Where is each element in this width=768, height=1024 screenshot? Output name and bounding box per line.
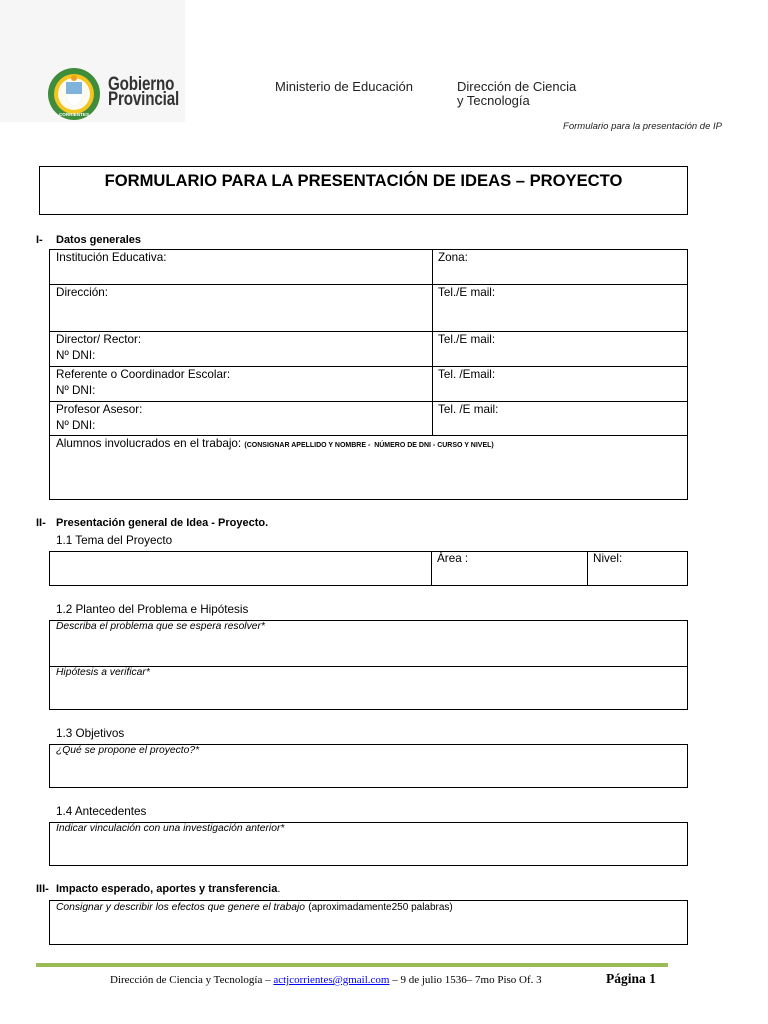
page-number: Página 1 xyxy=(606,971,656,986)
footer-prefix: Dirección de Ciencia y Tecnología – xyxy=(110,974,274,986)
objectives-prompt: ¿Qué se propone el proyecto?* xyxy=(56,745,200,756)
section-3-number: III- xyxy=(36,883,49,895)
topic-heading: 1.1 Tema del Proyecto xyxy=(56,534,173,547)
address-contact-cell xyxy=(432,284,688,332)
address-label: Dirección: xyxy=(56,286,108,299)
zone-cell xyxy=(432,249,688,285)
logo-text-line-2: Provincial xyxy=(108,89,180,110)
institution-label: Institución Educativa: xyxy=(56,251,167,264)
email-link[interactable]: actjcorrientes@gmail.com xyxy=(273,974,390,986)
director-contact-cell xyxy=(432,331,688,367)
objectives-cell xyxy=(49,744,688,788)
section-2-number: II- xyxy=(36,517,46,529)
section-1-number: I- xyxy=(36,234,43,246)
address-contact-label: Tel./E mail: xyxy=(438,286,496,299)
area-label: Área : xyxy=(437,552,469,565)
logo-text-line-1: Gobierno xyxy=(108,74,175,95)
coordinator-label: Referente o Coordinador Escolar: xyxy=(56,368,231,381)
provincial-seal-icon xyxy=(47,67,101,121)
students-cell xyxy=(49,435,688,500)
section-3-heading-wrap xyxy=(56,882,280,896)
objectives-heading: 1.3 Objetivos xyxy=(56,727,125,740)
level-cell xyxy=(587,551,688,586)
direction-name-line-2: y Tecnología xyxy=(457,93,530,108)
coordinator-cell xyxy=(49,366,433,402)
problem-heading: 1.2 Planteo del Problema e Hipótesis xyxy=(56,603,249,616)
direction-name-line-1: Dirección de Ciencia xyxy=(457,79,577,94)
institution-cell xyxy=(49,249,433,285)
form-reference: Formulario para la presentación de IP xyxy=(563,121,722,132)
background-prompt: Indicar vinculación con una investigación anterior* xyxy=(56,823,285,834)
section-2-heading: Presentación general de Idea - Proyecto. xyxy=(56,517,269,529)
coordinator-contact-label: Tel. /Email: xyxy=(438,368,496,381)
advisor-contact-cell xyxy=(432,401,688,436)
impact-prompt-note: (aproximadamente250 palabras) xyxy=(308,902,453,913)
section-3-heading: Impacto esperado, aportes y transferencia xyxy=(56,883,278,895)
director-cell xyxy=(49,331,433,367)
director-label: Director/ Rector: xyxy=(56,333,142,346)
impact-prompt: Consignar y describir los efectos que genere el trabajo xyxy=(56,902,305,913)
students-note: (CONSIGNAR APELLIDO Y NOMBRE - NÚMERO DE DNI - CURSO Y NIVEL) xyxy=(244,442,494,449)
area-cell xyxy=(431,551,588,586)
advisor-dni-label: Nº DNI: xyxy=(56,419,96,432)
level-label: Nivel: xyxy=(593,552,623,565)
hypothesis-cell xyxy=(49,666,688,710)
form-title: FORMULARIO PARA LA PRESENTACIÓN DE IDEAS – PROYECTO xyxy=(104,171,623,190)
director-dni-label: Nº DNI: xyxy=(56,349,96,362)
footer-address: – 9 de julio 1536– 7mo Piso Of. 3 xyxy=(389,974,542,986)
seal-text: CORRIENTES xyxy=(58,112,90,117)
advisor-contact-label: Tel. /E mail: xyxy=(438,403,499,416)
ministry-name: Ministerio de Educación xyxy=(275,79,414,94)
address-cell xyxy=(49,284,433,332)
background-cell xyxy=(49,822,688,866)
impact-cell xyxy=(49,900,688,945)
director-contact-label: Tel./E mail: xyxy=(438,333,496,346)
seal-sun xyxy=(71,75,77,81)
problem-cell xyxy=(49,620,688,667)
students-label: Alumnos involucrados en el trabajo: xyxy=(56,437,242,450)
advisor-label: Profesor Asesor: xyxy=(56,403,143,416)
problem-prompt: Describa el problema que se espera resolver* xyxy=(56,621,265,632)
section-1-heading: Datos generales xyxy=(56,234,141,246)
coordinator-dni-label: Nº DNI: xyxy=(56,384,96,397)
footer-rule xyxy=(36,963,668,967)
section-3-heading-end: . xyxy=(277,883,281,895)
footer-text xyxy=(110,972,542,988)
coordinator-contact-cell xyxy=(432,366,688,402)
background-heading: 1.4 Antecedentes xyxy=(56,805,147,818)
hypothesis-prompt: Hipótesis a verificar* xyxy=(56,667,150,678)
advisor-cell xyxy=(49,401,433,436)
title-box xyxy=(39,166,688,215)
zone-label: Zona: xyxy=(438,251,468,264)
topic-cell xyxy=(49,551,432,586)
